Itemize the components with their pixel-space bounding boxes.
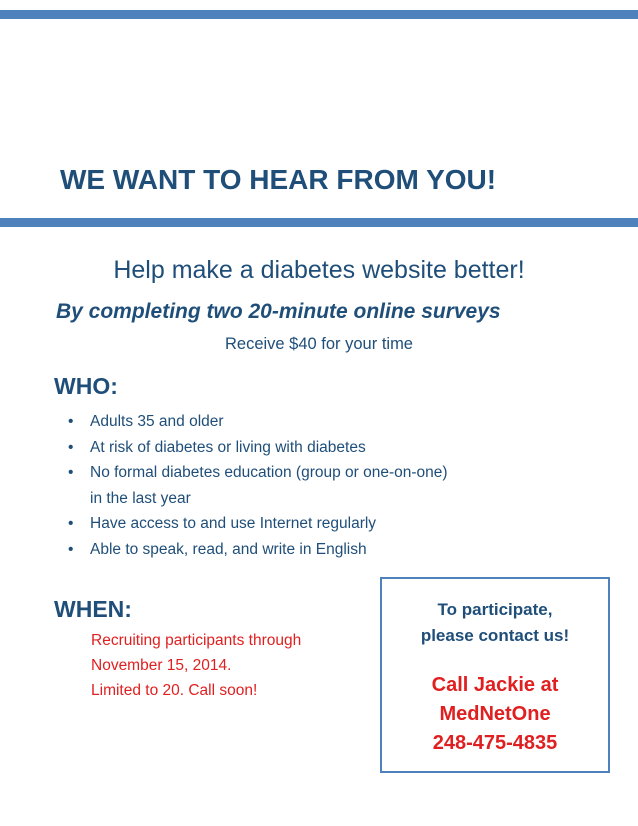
bullet-icon: • <box>68 438 74 456</box>
list-item-continuation: in the last year <box>90 489 191 507</box>
list-item <box>68 537 448 563</box>
survey-description: By completing two 20-minute online surveys <box>56 300 501 323</box>
call-organization: MedNetOne <box>439 703 551 725</box>
when-line: Limited to 20. Call soon! <box>91 682 258 699</box>
list-item-text: Adults 35 and older <box>90 413 224 430</box>
list-item-text: At risk of diabetes or living with diabetes <box>90 438 366 456</box>
list-item <box>68 409 448 435</box>
reward-text: Receive $40 for your time <box>224 335 413 353</box>
bullet-icon: • <box>68 515 74 532</box>
when-line: Recruiting participants through <box>91 632 302 649</box>
who-heading: WHO: <box>54 373 118 399</box>
contact-line: To participate, <box>437 600 553 619</box>
contact-box <box>380 577 610 773</box>
list-item <box>68 511 448 537</box>
phone-number: 248-475-4835 <box>432 732 558 754</box>
title-divider <box>0 218 638 227</box>
call-contact-name: Call Jackie at <box>431 674 559 696</box>
when-details <box>91 628 301 703</box>
list-item-text: No formal diabetes education (group or one-on-one) <box>90 464 448 481</box>
when-heading: WHEN: <box>54 596 132 622</box>
contact-prompt <box>382 597 608 649</box>
bullet-icon: • <box>68 413 74 430</box>
list-item <box>68 435 448 461</box>
list-item-text: Have access to and use Internet regularly <box>90 515 377 532</box>
when-line: November 15, 2014. <box>91 657 232 674</box>
contact-line: please contact us! <box>420 626 570 645</box>
bullet-icon: • <box>68 540 74 558</box>
bullet-icon: • <box>68 464 74 481</box>
top-rule <box>0 10 638 19</box>
call-info <box>382 671 608 758</box>
list-item <box>68 460 448 511</box>
page-title: WE WANT TO HEAR FROM YOU! <box>60 164 497 195</box>
subtitle: Help make a diabetes website better! <box>113 256 525 284</box>
who-list <box>68 409 448 562</box>
list-item-text: Able to speak, read, and write in English <box>90 540 367 558</box>
